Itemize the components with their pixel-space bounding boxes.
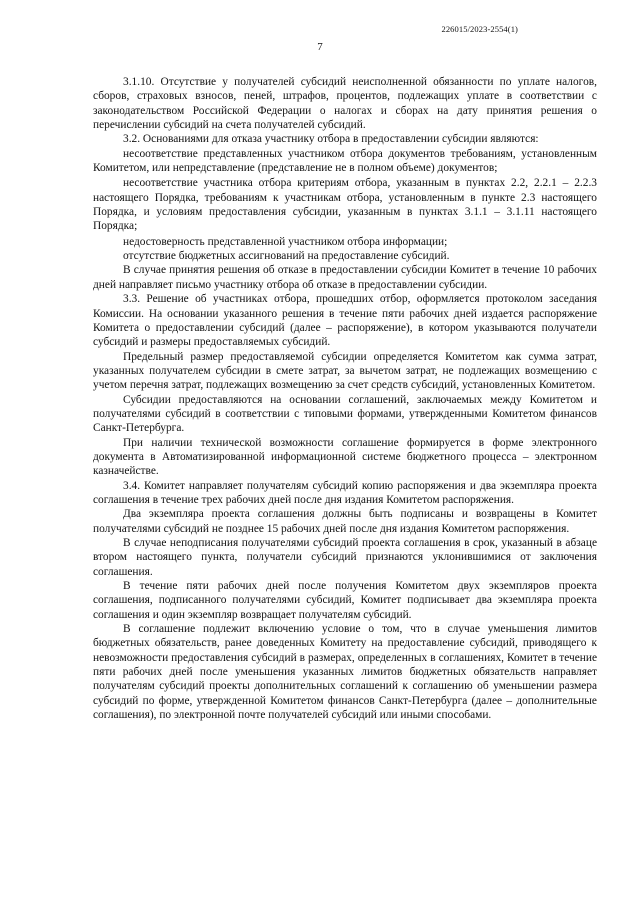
paragraph-3-2: 3.2. Основаниями для отказа участнику отбора в предоставлении субсидии являются: xyxy=(123,133,539,146)
paragraph-limits-reduction: В соглашение подлежит включению условие о том, что в случае уменьшения лимитов бюджетных обязательств, ранее доведенных Комитету на предоставление субсидий, приводящего к невозможности предоставления субсидий в размерах, определенных в соглашениях, Комитет в течение пяти рабочих дней после уменьшения указанных лимитов бюджетных обязательств направляет получателям субсидий проекты дополнительных соглашений к соглашению об уменьшении размера субсидий по форме, утвержденной Комитетом финансов Санкт-Петербурга (далее – дополнительные соглашения), по электронной почте получателей субсидий или иными способами. xyxy=(93,623,597,722)
paragraph-committee-signing: В течение пяти рабочих дней после получения Комитетом двух экземпляров проекта соглашения, подписанного получателями субсидий, Комитет подписывает два экземпляра проекта соглашения и один экземпляр возвращает получателям субсидий. xyxy=(93,580,597,621)
paragraph-3-1-10: 3.1.10. Отсутствие у получателей субсидий неисполненной обязанности по уплате налогов, сборов, страховых взносов, пеней, штрафов, процентов, подлежащих уплате в соответствии с законодательством Российской Федерации о налогах и сборах на дату принятия решения о перечислении субсидий на счета получателей субсидий. xyxy=(93,76,597,132)
paragraph-refusal-letter: В случае принятия решения об отказе в предоставлении субсидии Комитет в течение 10 рабочих дней направляет письмо участнику отбора об отказе в предоставлении субсидии. xyxy=(93,264,597,291)
paragraph-refusal-criteria: несоответствие участника отбора критериям отбора, указанным в пунктах 2.2, 2.2.1 – 2.2.3 настоящего Порядка, требованиям к участникам отбора, установленным в пункте 2.3 настоящего Порядка, и условиям предоставления субсидии, указанным в пунктах 3.1.1 – 3.1.11 настоящего Порядка; xyxy=(93,177,597,233)
paragraph-electronic-form: При наличии технической возможности соглашение формируется в форме электронного документа в Автоматизированной информационной системе бюджетного процесса – электронном казначействе. xyxy=(93,436,597,478)
document-body xyxy=(93,75,597,722)
paragraph-refusal-info: недостоверность представленной участником отбора информации; xyxy=(123,235,448,248)
page-number: 7 xyxy=(317,41,323,53)
paragraph-non-signing: В случае неподписания получателями субсидий проекта соглашения в срок, указанный в абзаце втором настоящего пункта, получатели субсидий признаются уклонившимися от заключения соглашения. xyxy=(93,537,597,578)
paragraph-3-4: 3.4. Комитет направляет получателям субсидий копию распоряжения и два экземпляра проекта соглашения в течение трех рабочих дней после дня издания Комитетом распоряжения. xyxy=(93,479,597,506)
document-code: 226015/2023-2554(1) xyxy=(441,24,518,34)
paragraph-signing-deadline: Два экземпляра проекта соглашения должны быть подписаны и возвращены в Комитет получателями субсидий не позднее 15 рабочих дней после дня издания Комитетом распоряжения. xyxy=(93,508,597,535)
paragraph-agreements: Субсидии предоставляются на основании соглашений, заключаемых между Комитетом и получателями субсидий в соответствии с типовыми формами, утвержденными Комитетом финансов Санкт-Петербурга. xyxy=(93,393,597,435)
paragraph-refusal-docs: несоответствие представленных участником отбора документов требованиям, установленным Комитетом, или непредставление (представление не в полном объеме) документов; xyxy=(93,147,597,175)
paragraph-refusal-budget: отсутствие бюджетных ассигнований на предоставление субсидий. xyxy=(123,250,450,263)
paragraph-max-subsidy: Предельный размер предоставляемой субсидии определяется Комитетом как сумма затрат, указанных получателем субсидии в смете затрат, за вычетом затрат, не подлежащих возмещению с учетом перечня затрат, подлежащих возмещению за счет средств субсидий, установленных Комитетом. xyxy=(93,350,597,392)
paragraph-3-3: 3.3. Решение об участниках отбора, прошедших отбор, оформляется протоколом заседания Комиссии. На основании указанного решения в течение пяти рабочих дней издается распоряжение Комитета о предоставлении субсидий (далее – распоряжение), в котором указываются получатели субсидий и размеры предоставляемых субсидий. xyxy=(93,293,597,349)
